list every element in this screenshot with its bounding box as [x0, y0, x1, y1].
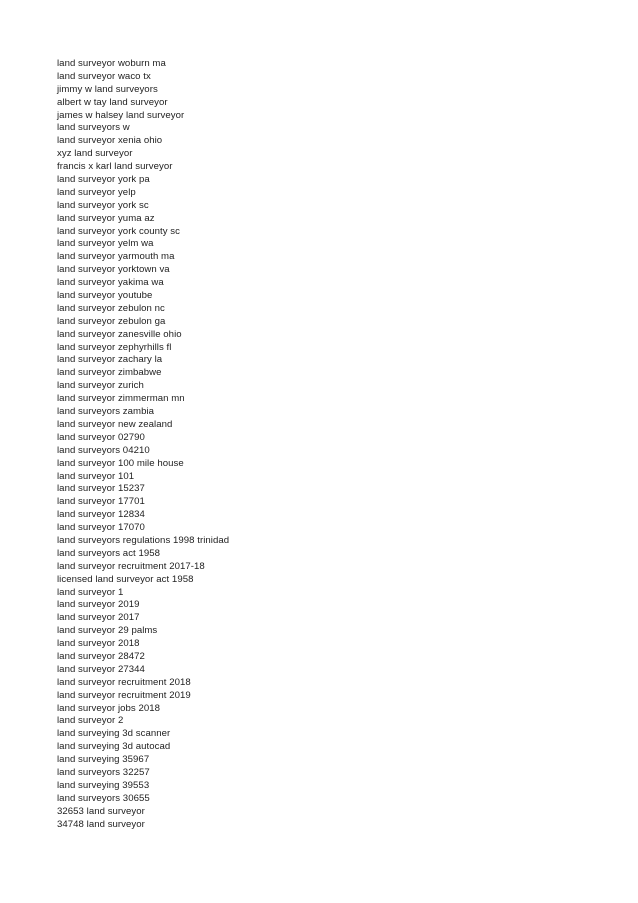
- list-item: land surveyor yakima wa: [57, 277, 164, 289]
- list-item: land surveyor 2017: [57, 612, 140, 624]
- list-item: land surveyor 28472: [57, 650, 145, 662]
- list-item: land surveyor yuma az: [57, 212, 155, 224]
- list-item: land surveyor yorktown va: [57, 264, 170, 276]
- list-item: land surveyor youtube: [57, 290, 153, 302]
- list-item: land surveyor 101: [57, 470, 135, 482]
- list-item: land surveying 39553: [57, 779, 150, 791]
- list-item: 34748 land surveyor: [57, 818, 145, 830]
- list-item: land surveyor york pa: [57, 174, 150, 186]
- list-item: 32653 land surveyor: [57, 805, 145, 817]
- list-item: land surveying 3d scanner: [57, 728, 171, 740]
- list-item: land surveyor recruitment 2019: [57, 689, 191, 701]
- list-item: land surveyor xenia ohio: [57, 135, 163, 147]
- keyword-list: [57, 58, 229, 831]
- list-item: licensed land surveyor act 1958: [57, 573, 194, 585]
- list-item: land surveyor zebulon nc: [57, 302, 165, 314]
- list-item: land surveyor zurich: [57, 380, 144, 392]
- list-item: land surveyor york sc: [57, 199, 149, 211]
- list-item: land surveyor zachary la: [57, 354, 163, 366]
- list-item: land surveyor 12834: [57, 509, 145, 521]
- list-item: land surveyor 100 mile house: [57, 457, 184, 469]
- list-item: land surveyor new zealand: [57, 418, 173, 430]
- list-item: land surveyors w: [57, 122, 130, 134]
- list-item: land surveyor 2: [57, 715, 124, 727]
- list-item: land surveyor waco tx: [57, 70, 151, 82]
- list-item: land surveyor yelp: [57, 186, 136, 198]
- list-item: land surveyor 2018: [57, 638, 140, 650]
- list-item: land surveyor 17070: [57, 522, 145, 534]
- list-item: land surveyor yelm wa: [57, 238, 154, 250]
- list-item: land surveyor 29 palms: [57, 625, 158, 637]
- list-item: land surveyor zimbabwe: [57, 367, 162, 379]
- list-item: xyz land surveyor: [57, 148, 133, 160]
- list-item: land surveyor zebulon ga: [57, 315, 166, 327]
- list-item: land surveyors regulations 1998 trinidad: [57, 534, 230, 546]
- list-item: land surveyors zambia: [57, 406, 155, 418]
- list-item: land surveyors 30655: [57, 792, 150, 804]
- list-item: land surveyor 15237: [57, 483, 145, 495]
- list-item: land surveyor zephyrhills fl: [57, 341, 172, 353]
- list-item: land surveyor 02790: [57, 431, 145, 443]
- list-item: land surveyor 1: [57, 586, 124, 598]
- list-item: land surveyor woburn ma: [57, 58, 166, 69]
- list-item: land surveyor zanesville ohio: [57, 328, 182, 340]
- list-item: land surveyor york county sc: [57, 225, 180, 237]
- list-item: land surveyor jobs 2018: [57, 702, 161, 714]
- list-item: albert w tay land surveyor: [57, 96, 168, 108]
- list-item: land surveyor recruitment 2018: [57, 676, 191, 688]
- list-item: land surveyor recruitment 2017-18: [57, 560, 205, 572]
- list-item: land surveyor 17701: [57, 496, 145, 508]
- list-item: land surveyors 04210: [57, 444, 150, 456]
- list-item: land surveyors act 1958: [57, 547, 161, 559]
- list-item: land surveyors 32257: [57, 766, 150, 778]
- list-item: jimmy w land surveyors: [57, 83, 158, 95]
- list-item: francis x karl land surveyor: [57, 161, 173, 173]
- list-item: james w halsey land surveyor: [57, 109, 185, 121]
- list-item: land surveyor 2019: [57, 599, 140, 611]
- list-item: land surveying 35967: [57, 754, 150, 766]
- list-item: land surveyor 27344: [57, 663, 145, 675]
- list-item: land surveyor yarmouth ma: [57, 251, 175, 263]
- list-item: land surveyor zimmerman mn: [57, 393, 185, 405]
- list-item: land surveying 3d autocad: [57, 741, 171, 753]
